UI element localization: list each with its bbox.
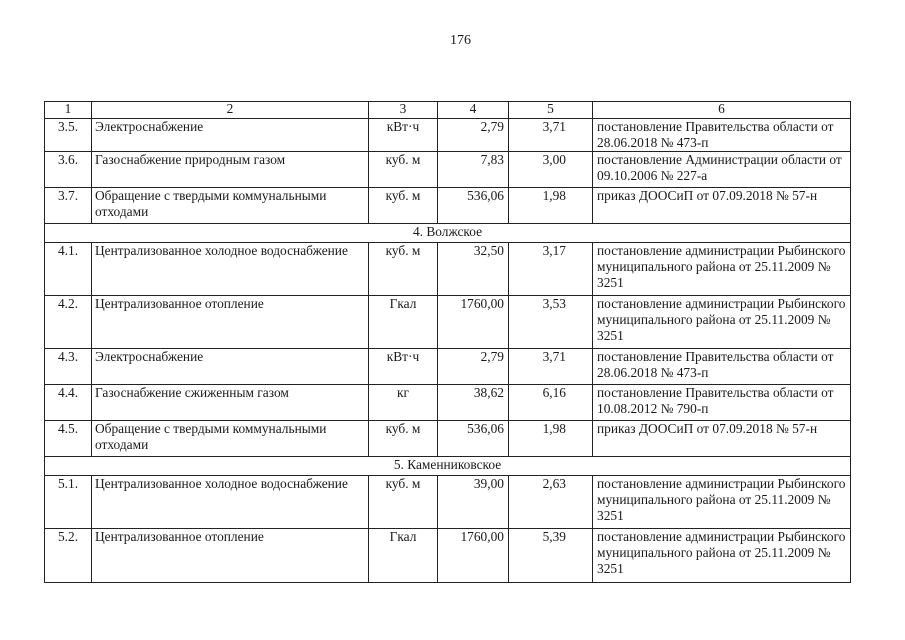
value-col4: 39,00 [438, 476, 509, 529]
service-name: Обращение с твердыми коммунальными отходами [92, 188, 369, 224]
legal-basis: постановление администрации Рыбинского муниципального района от 25.11.2009 № 3251 [593, 296, 851, 349]
value-col5: 3,53 [509, 296, 593, 349]
service-name: Централизованное отопление [92, 529, 369, 583]
table-row [45, 119, 851, 152]
row-number: 4.5. [45, 421, 92, 457]
value-col4: 536,06 [438, 421, 509, 457]
tariff-table [44, 101, 851, 583]
legal-basis: постановление администрации Рыбинского муниципального района от 25.11.2009 № 3251 [593, 529, 851, 583]
legal-basis: приказ ДООСиП от 07.09.2018 № 57-н [593, 188, 851, 224]
unit: кВт·ч [369, 119, 438, 152]
service-name: Обращение с твердыми коммунальными отходами [92, 421, 369, 457]
section-title: 4. Волжское [45, 224, 851, 243]
value-col4: 2,79 [438, 119, 509, 152]
section-title: 5. Каменниковское [45, 457, 851, 476]
value-col5: 3,00 [509, 152, 593, 188]
value-col5: 3,71 [509, 119, 593, 152]
unit: куб. м [369, 421, 438, 457]
value-col5: 1,98 [509, 188, 593, 224]
service-name: Электроснабжение [92, 349, 369, 385]
row-number: 5.1. [45, 476, 92, 529]
table-header-row [45, 102, 851, 119]
table-row [45, 152, 851, 188]
value-col5: 6,16 [509, 385, 593, 421]
value-col5: 3,71 [509, 349, 593, 385]
legal-basis: постановление администрации Рыбинского муниципального района от 25.11.2009 № 3251 [593, 476, 851, 529]
section-row [45, 224, 851, 243]
legal-basis: постановление Правительства области от 28.06.2018 № 473-п [593, 119, 851, 152]
row-number: 5.2. [45, 529, 92, 583]
header-cell-6: 6 [593, 102, 851, 119]
unit: Гкал [369, 529, 438, 583]
table-row [45, 421, 851, 457]
table-row [45, 243, 851, 296]
header-cell-2: 2 [92, 102, 369, 119]
header-cell-3: 3 [369, 102, 438, 119]
header-cell-4: 4 [438, 102, 509, 119]
tariff-table-body [45, 102, 851, 583]
row-number: 3.6. [45, 152, 92, 188]
service-name: Электроснабжение [92, 119, 369, 152]
service-name: Централизованное холодное водоснабжение [92, 476, 369, 529]
row-number: 4.4. [45, 385, 92, 421]
table-row [45, 188, 851, 224]
table-row [45, 349, 851, 385]
unit: куб. м [369, 152, 438, 188]
header-cell-1: 1 [45, 102, 92, 119]
value-col4: 1760,00 [438, 296, 509, 349]
service-name: Централизованное холодное водоснабжение [92, 243, 369, 296]
value-col4: 2,79 [438, 349, 509, 385]
page-number: 176 [450, 33, 471, 48]
unit: Гкал [369, 296, 438, 349]
value-col5: 2,63 [509, 476, 593, 529]
row-number: 4.2. [45, 296, 92, 349]
table-row [45, 476, 851, 529]
row-number: 4.3. [45, 349, 92, 385]
value-col4: 1760,00 [438, 529, 509, 583]
section-row [45, 457, 851, 476]
legal-basis: постановление Правительства области от 28.06.2018 № 473-п [593, 349, 851, 385]
service-name: Газоснабжение природным газом [92, 152, 369, 188]
table-row [45, 529, 851, 583]
legal-basis: постановление Правительства области от 10.08.2012 № 790-п [593, 385, 851, 421]
header-cell-5: 5 [509, 102, 593, 119]
value-col4: 32,50 [438, 243, 509, 296]
unit: куб. м [369, 188, 438, 224]
unit: кВт·ч [369, 349, 438, 385]
value-col5: 3,17 [509, 243, 593, 296]
value-col4: 38,62 [438, 385, 509, 421]
table-row [45, 296, 851, 349]
row-number: 3.5. [45, 119, 92, 152]
value-col4: 536,06 [438, 188, 509, 224]
unit: кг [369, 385, 438, 421]
table-row [45, 385, 851, 421]
unit: куб. м [369, 243, 438, 296]
legal-basis: постановление Администрации области от 09.10.2006 № 227-а [593, 152, 851, 188]
legal-basis: приказ ДООСиП от 07.09.2018 № 57-н [593, 421, 851, 457]
row-number: 4.1. [45, 243, 92, 296]
legal-basis: постановление администрации Рыбинского муниципального района от 25.11.2009 № 3251 [593, 243, 851, 296]
service-name: Централизованное отопление [92, 296, 369, 349]
value-col5: 1,98 [509, 421, 593, 457]
unit: куб. м [369, 476, 438, 529]
value-col5: 5,39 [509, 529, 593, 583]
service-name: Газоснабжение сжиженным газом [92, 385, 369, 421]
row-number: 3.7. [45, 188, 92, 224]
value-col4: 7,83 [438, 152, 509, 188]
